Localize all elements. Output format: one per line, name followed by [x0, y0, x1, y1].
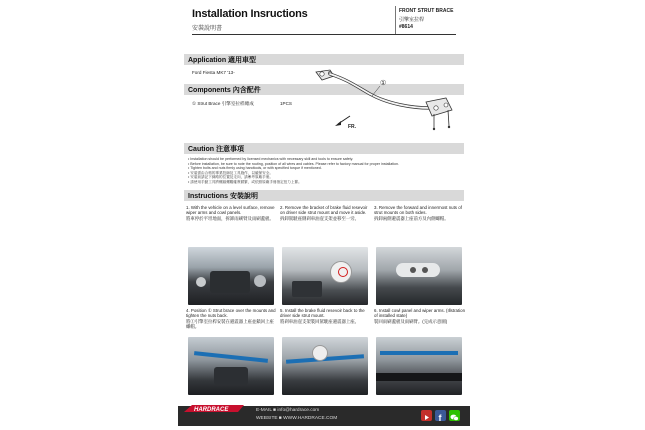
step-number: 2. — [280, 205, 284, 210]
wechat-icon[interactable] — [449, 410, 460, 421]
step-4-photo — [188, 337, 274, 395]
vehicle-fitment: Ford Fiesta MK7 '13- — [192, 70, 235, 75]
step-number: 1. — [186, 205, 190, 210]
facebook-icon[interactable] — [435, 410, 446, 421]
sheet-footer — [178, 396, 470, 430]
caution-line: • Before installation, be sure to note the routing, position of all wires and cables. Please refer to factory manual for proper installation. — [188, 161, 400, 166]
step-text: Install cowl panel and wiper arms. (Illstration of installed state) — [374, 308, 466, 319]
caution-line: • Tighten bolts and nuts firmly using handtools, or with specified torque if mentioned. — [188, 166, 322, 170]
application-heading: Application 適用車型 — [188, 57, 257, 64]
step-text: Position ① Strut brace over the mounts and tighten the nuts back. — [186, 308, 276, 319]
part-number: #8614 — [399, 24, 413, 30]
components-heading: Components 內含配件 — [188, 87, 261, 94]
footer-email: E-MAIL ■ info@hardrace.com — [256, 408, 320, 413]
header-rule — [192, 34, 456, 35]
step-5 — [280, 308, 372, 324]
step-number: 5. — [280, 308, 284, 313]
svg-text:f: f — [438, 413, 442, 423]
step-text: Install the brake fluid resevoir back to the driver side strut mount. — [280, 308, 365, 319]
step-text-zh: 將①引擎室拉桿安裝在避震器上座並鎖回上座螺帽。 — [186, 318, 274, 330]
sheet-subtitle: 安裝說明書 — [192, 26, 223, 32]
instruction-sheet — [178, 0, 470, 430]
step-3 — [374, 205, 466, 221]
step-text-zh: 將車停於平坦地面，拆卸雨刷臂及雨刷蓋板。 — [186, 215, 274, 221]
step-number: 3. — [374, 205, 378, 210]
sheet-title: Installation Insructions — [192, 8, 308, 20]
header-divider — [395, 6, 396, 34]
step-text: With the vehicle on a level surface, remove wiper arms and cowl panels. — [186, 205, 275, 216]
step-text-zh: 拆卸駕駛座側剎車油壺支架並移至一旁。 — [280, 215, 360, 221]
step-1-photo — [188, 247, 274, 305]
product-name: FRONT STRUT BRACE — [399, 8, 454, 14]
step-text-zh: 將剎車油壺支架裝回駕駛座避震器上座。 — [280, 318, 360, 324]
instructions-heading: Instructions 安裝說明 — [188, 193, 259, 200]
strut-brace-diagram — [308, 58, 464, 136]
product-name-zh: 引擎室拉桿 — [399, 17, 425, 23]
caution-heading: Caution 注意事項 — [188, 146, 244, 153]
footer-website[interactable]: WEBSITE ■ WWW.HARDRACE.COM — [256, 416, 338, 421]
step-3-photo — [376, 247, 462, 305]
sheet-header — [178, 0, 470, 48]
diagram-callout: ① — [380, 80, 387, 87]
caution-line: • 安裝前請記下線路的位置及走向，請參考原廠手冊。 — [188, 175, 273, 179]
step-6 — [374, 308, 466, 324]
step-number: 4. — [186, 308, 190, 313]
step-text: Remove the forward and innermost nuts of strut mounts on both sides. — [374, 205, 462, 216]
right-mount-bracket — [426, 98, 452, 130]
caution-line: • 請使用手動工具將螺絲螺帽確實鎖緊，或依照原廠手冊指定扭力上緊。 — [188, 179, 302, 184]
step-text-zh: 裝回雨刷蓋板及雨刷臂。(完成示意圖) — [374, 318, 448, 324]
step-text-zh: 拆卸兩側避震器上座前方及內側螺帽。 — [374, 215, 449, 221]
front-label: FR. — [348, 124, 357, 130]
step-5-photo — [282, 337, 368, 395]
instructions-heading-bar — [184, 190, 464, 201]
step-6-photo — [376, 337, 462, 395]
caution-line: • 安裝需由合格的專業技師及工具施作，以確保安全。 — [188, 170, 273, 175]
component-item: ① Strut Brace 引擎室拉桿總成 — [192, 101, 254, 106]
hardrace-logo — [182, 402, 246, 416]
youtube-icon[interactable] — [421, 410, 432, 421]
step-4 — [186, 308, 278, 330]
caution-line: • Installation should be performed by licensed mechanics with necessary skill and tools to ensure safety. — [188, 157, 354, 161]
step-1 — [186, 205, 278, 221]
component-qty: 1PCS — [280, 101, 293, 106]
step-2 — [280, 205, 372, 221]
step-number: 6. — [374, 308, 378, 313]
callout-leader — [372, 86, 380, 96]
step-2-photo — [282, 247, 368, 305]
caution-heading-bar — [184, 143, 464, 154]
highlight-circle-icon — [338, 267, 348, 277]
step-text: Remove the bracket of brake fluid resevoir on driver side strut mount and move it aside. — [280, 205, 368, 216]
svg-text:HARDRACE: HARDRACE — [194, 407, 229, 413]
